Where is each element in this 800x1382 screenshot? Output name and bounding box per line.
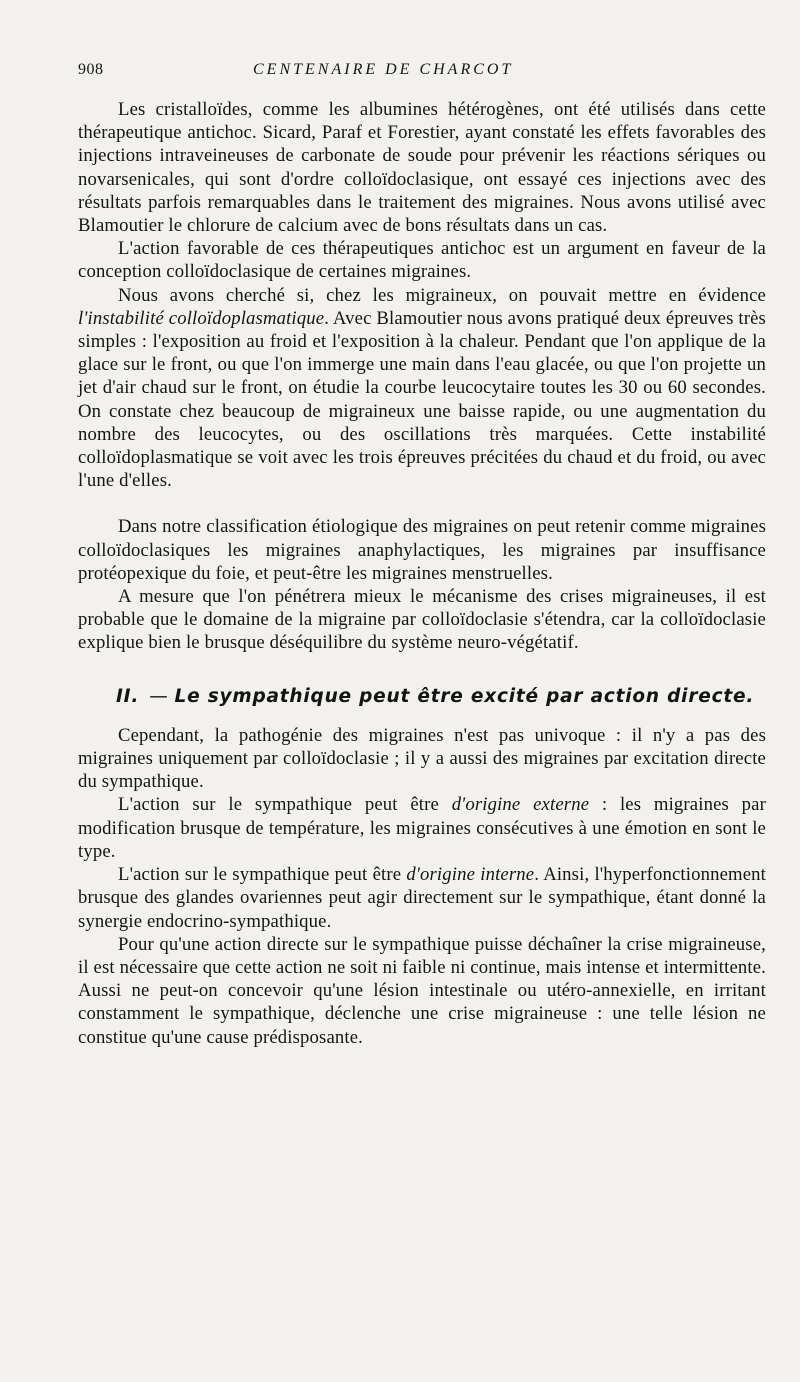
paragraph-3-emphasis: l'instabilité colloïdoplasmatique xyxy=(78,307,325,329)
paragraph-7-text-a: L'action sur le sympathique peut être xyxy=(118,794,452,816)
paragraph-8-text-b: . Ainsi, l'hyperfonctionnement brusque des glandes ovariennes peut agir directement sur le sympathique, étant donné la synergie endocrino-sympathique. xyxy=(78,864,766,932)
page-number: 908 xyxy=(78,61,104,78)
running-title: CENTENAIRE DE CHARCOT xyxy=(253,61,514,78)
paragraph-7 xyxy=(78,793,766,863)
paragraph-8-emphasis: d'origine interne xyxy=(406,864,535,886)
paragraph-8-text-a: L'action sur le sympathique peut être xyxy=(118,864,407,886)
paragraph-7-emphasis: d'origine externe xyxy=(451,794,590,816)
section-dash: — xyxy=(149,685,169,707)
section-number: II. xyxy=(116,685,140,707)
paragraph-7-text-b: : les migraines par modification brusque de température, les migraines consécutives à une émotion en sont le type. xyxy=(78,794,766,862)
paragraph-2: L'action favorable de ces thérapeutiques antichoc est un argument en faveur de la conception colloïdoclasique de certaines migraines. xyxy=(78,238,766,283)
paragraph-9: Pour qu'une action directe sur le sympathique puisse déchaîner la crise migraineuse, il est nécessaire que cette action ne soit ni faible ni continue, mais intense et intermittente. Aussi ne peut-on concevoir qu'une lésion intestinale ou utéro-annexielle, en irritant constamment le sympathique, déclenche une crise migraineuse : une telle lésion ne constitue qu'une cause prédisposante. xyxy=(78,933,766,1048)
paragraph-5: A mesure que l'on pénétrera mieux le mécanisme des crises migraineuses, il est probable que le domaine de la migraine par colloïdoclasie s'étendra, car la colloïdoclasie explique bien le brusque déséquilibre du système neuro-végétatif. xyxy=(78,586,766,654)
paragraph-3-text-a: Nous avons cherché si, chez les migraineux, on pouvait mettre en évidence xyxy=(118,284,766,306)
paragraph-1: Les cristalloïdes, comme les albumines hétérogènes, ont été utilisés dans cette thérapeutique antichoc. Sicard, Paraf et Forestier, ayant constaté les effets favorables des injections intraveineuses de carbonate de soude pour prévenir les réactions sériques ou novarsenicales, qui sont d'ordre colloïdoclasique, ont essayé ces injections avec des résultats parfois remarquables dans le traitement des migraines. Nous avons utilisé avec Blamoutier le chlorure de calcium avec de bons résultats dans un cas. xyxy=(78,99,766,237)
paragraph-3 xyxy=(78,284,766,493)
body-text xyxy=(78,98,766,1049)
paragraph-3-text-b: . Avec Blamoutier nous avons pratiqué deux épreuves très simples : l'exposition au froid et l'exposition à la chaleur. Pendant que l'on applique de la glace sur le front, ou que l'on immerge une main dans l'eau glacée, ou que l'on projette un jet d'air chaud sur le front, on étudie la courbe leucocytaire toutes les 30 ou 60 secondes. On constate chez beaucoup de migraineux une baisse rapide, ou une augmentation du nombre des leucocytes, ou des oscillations très marquées. Cette instabilité colloïdoplasmatique se voit avec les trois épreuves précitées du chaud et du froid, ou avec l'une d'elles. xyxy=(78,307,766,492)
section-heading xyxy=(78,685,766,708)
paragraph-4: Dans notre classification étiologique des migraines on peut retenir comme migraines colloïdoclasiques les migraines anaphylactiques, les migraines par insuffisance protéopexique du foie, et peut-être les migraines menstruelles. xyxy=(78,516,766,584)
paragraph-6: Cependant, la pathogénie des migraines n'est pas univoque : il n'y a pas des migraines uniquement par colloïdoclasie ; il y a aussi des migraines par excitation directe du sympathique. xyxy=(78,724,766,793)
paragraph-8 xyxy=(78,863,766,933)
running-header xyxy=(78,61,766,83)
section-title: Le sympathique peut être excité par action directe. xyxy=(174,685,755,707)
